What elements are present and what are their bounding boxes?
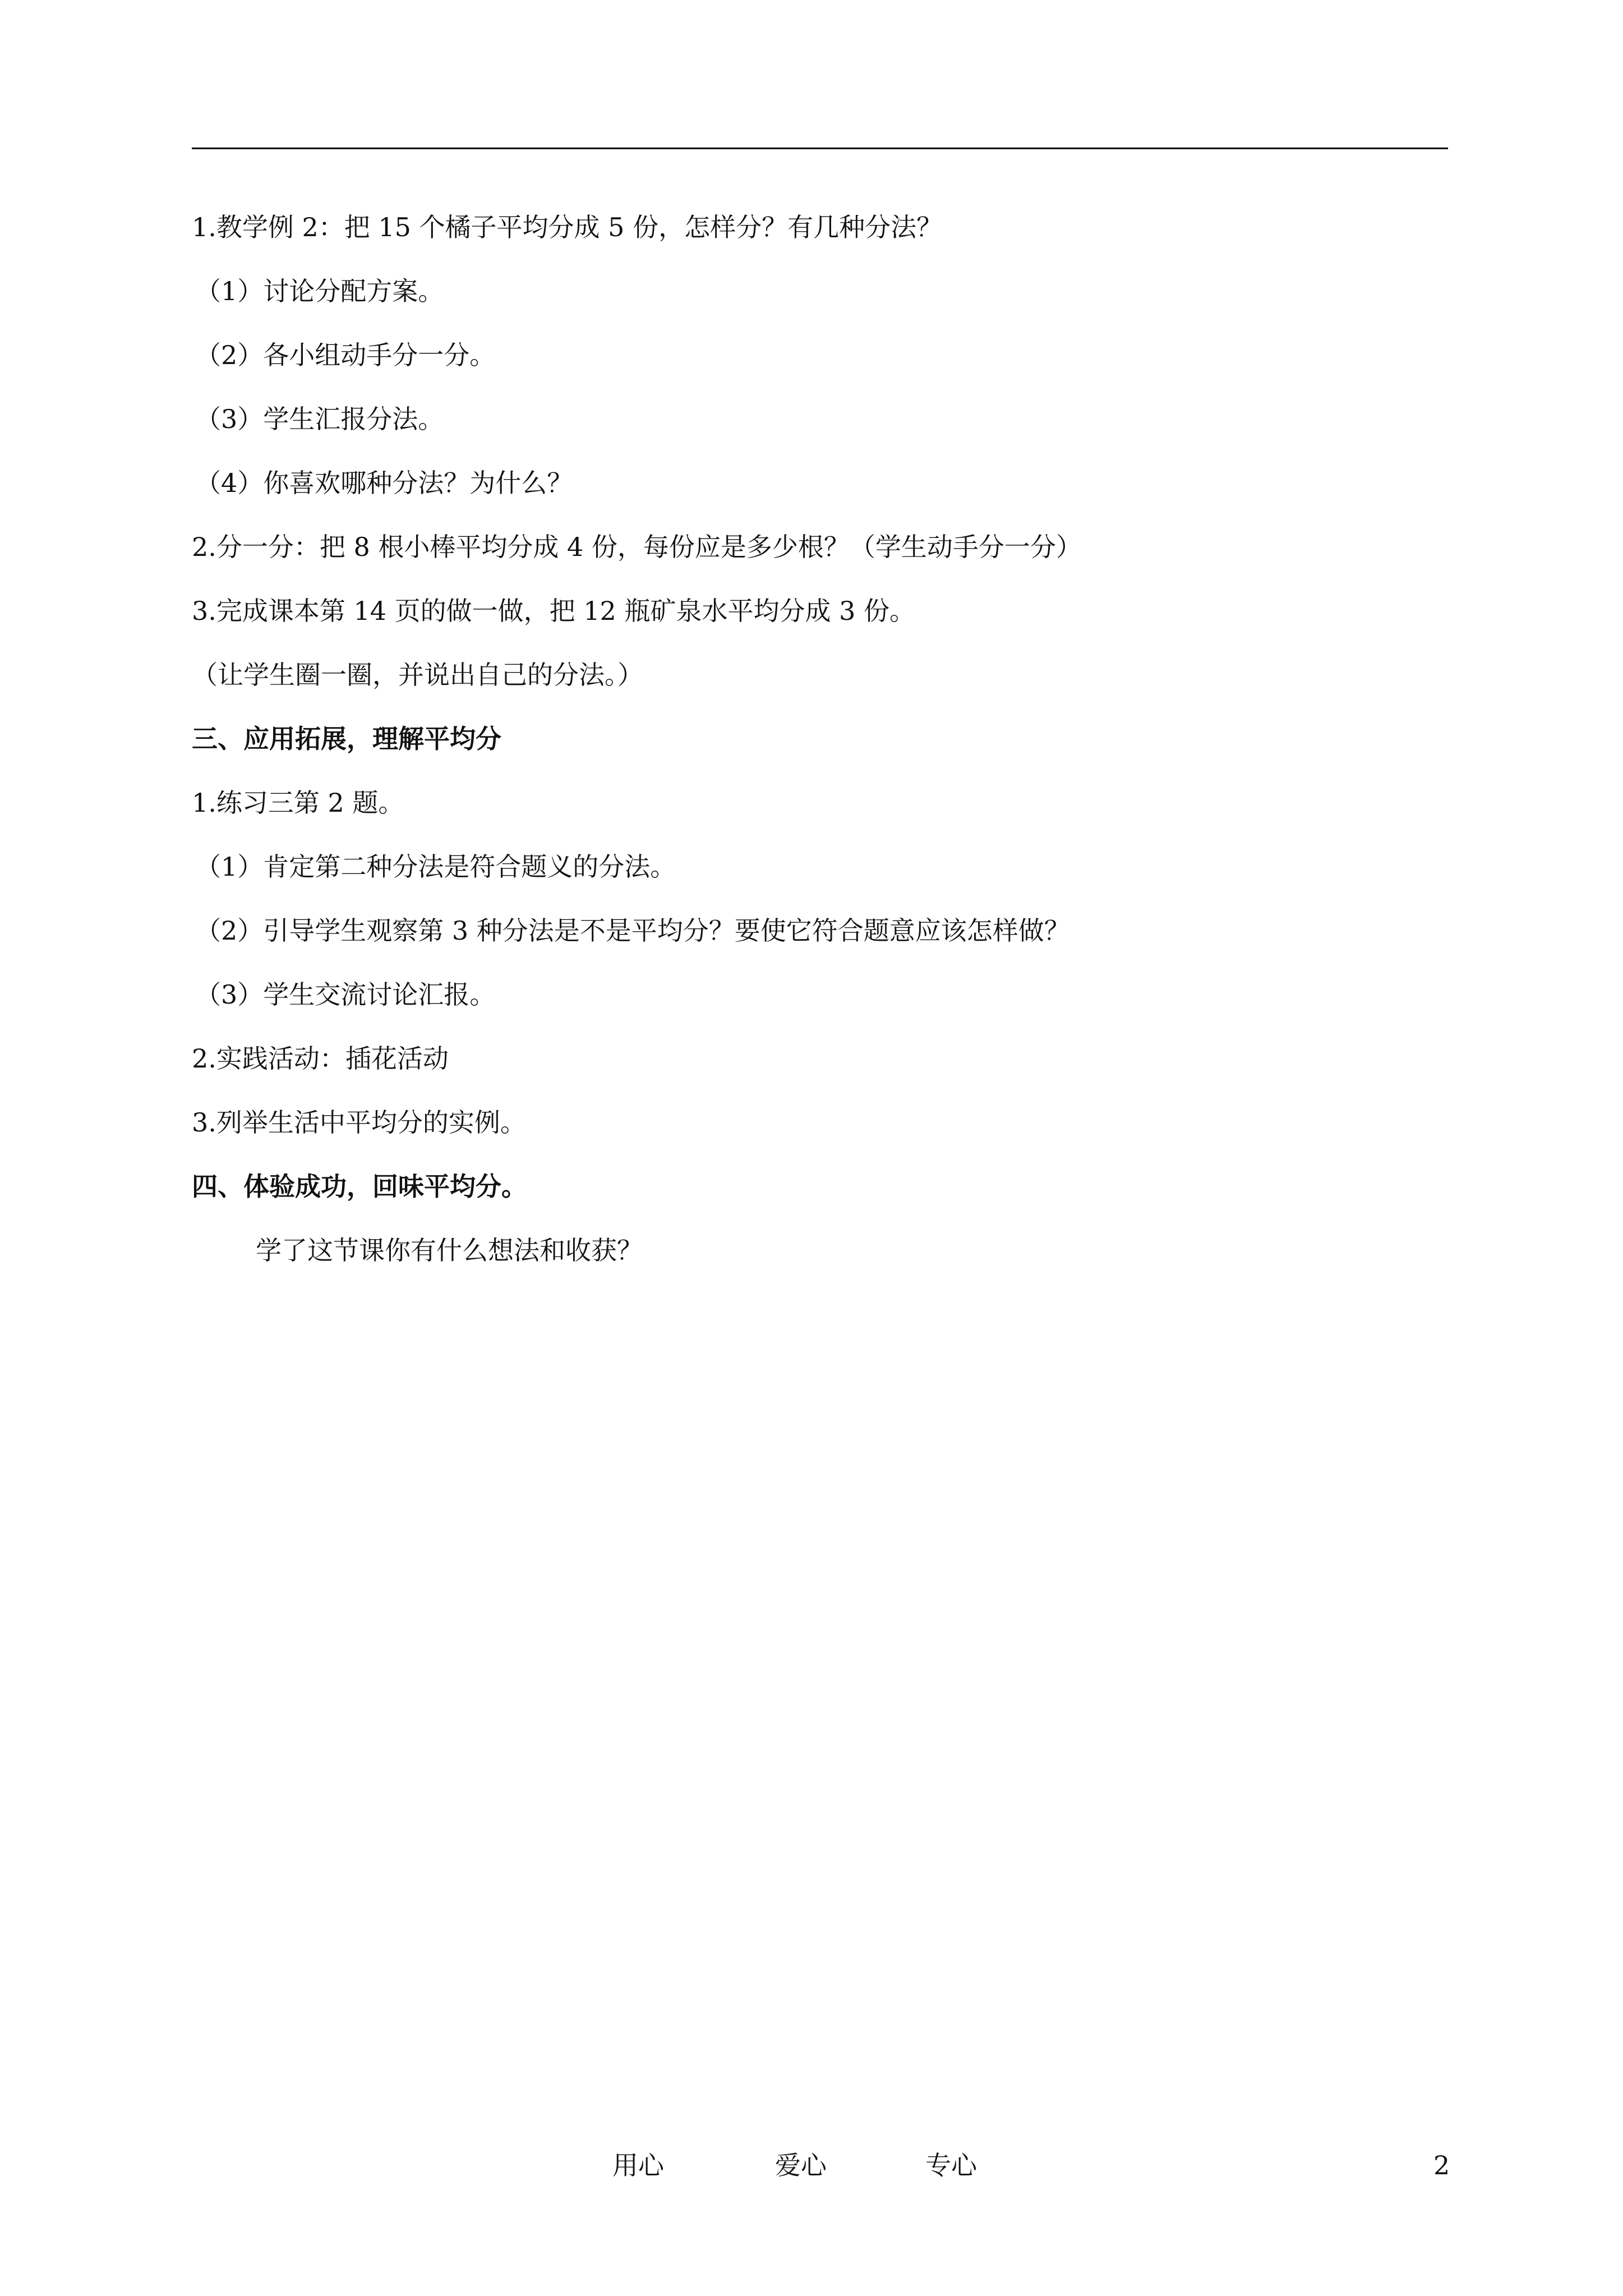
text-line: （2）各小组动手分一分。	[195, 340, 496, 370]
section-heading: 四、体验成功，回味平均分。	[192, 1171, 527, 1202]
text-line: （2）引导学生观察第 3 种分法是不是平均分？要使它符合题意应该怎样做？	[195, 915, 1070, 946]
text-line: （4）你喜欢哪种分法？为什么？	[195, 468, 573, 498]
text-line: 1.练习三第 2 题。	[192, 788, 404, 818]
text-line: 2.分一分：把 8 根小棒平均分成 4 份，每份应是多少根？（学生动手分一分）	[192, 532, 1082, 562]
text-line: 1.教学例 2：把 15 个橘子平均分成 5 份，怎样分？有几种分法？	[192, 212, 943, 242]
footer-motto: 专心	[925, 2150, 977, 2180]
header-rule	[192, 148, 1448, 149]
footer-motto: 爱心	[775, 2150, 827, 2180]
text-line: （3）学生汇报分法。	[195, 404, 444, 434]
text-line: 2.实践活动：插花活动	[192, 1043, 449, 1074]
text-line: 学了这节课你有什么想法和收获？	[256, 1235, 643, 1266]
text-line: （3）学生交流讨论汇报。	[195, 979, 496, 1010]
text-line: （让学生圈一圈，并说出自己的分法。）	[192, 660, 643, 690]
section-heading: 三、应用拓展，理解平均分	[192, 724, 501, 754]
footer-motto: 用心	[612, 2150, 664, 2180]
text-line: （1）讨论分配方案。	[195, 276, 444, 306]
page-number: 2	[1433, 2150, 1450, 2180]
text-line: （1）肯定第二种分法是符合题义的分法。	[195, 852, 676, 882]
text-line: 3.列举生活中平均分的实例。	[192, 1107, 526, 1138]
text-line: 3.完成课本第 14 页的做一做，把 12 瓶矿泉水平均分成 3 份。	[192, 596, 915, 626]
